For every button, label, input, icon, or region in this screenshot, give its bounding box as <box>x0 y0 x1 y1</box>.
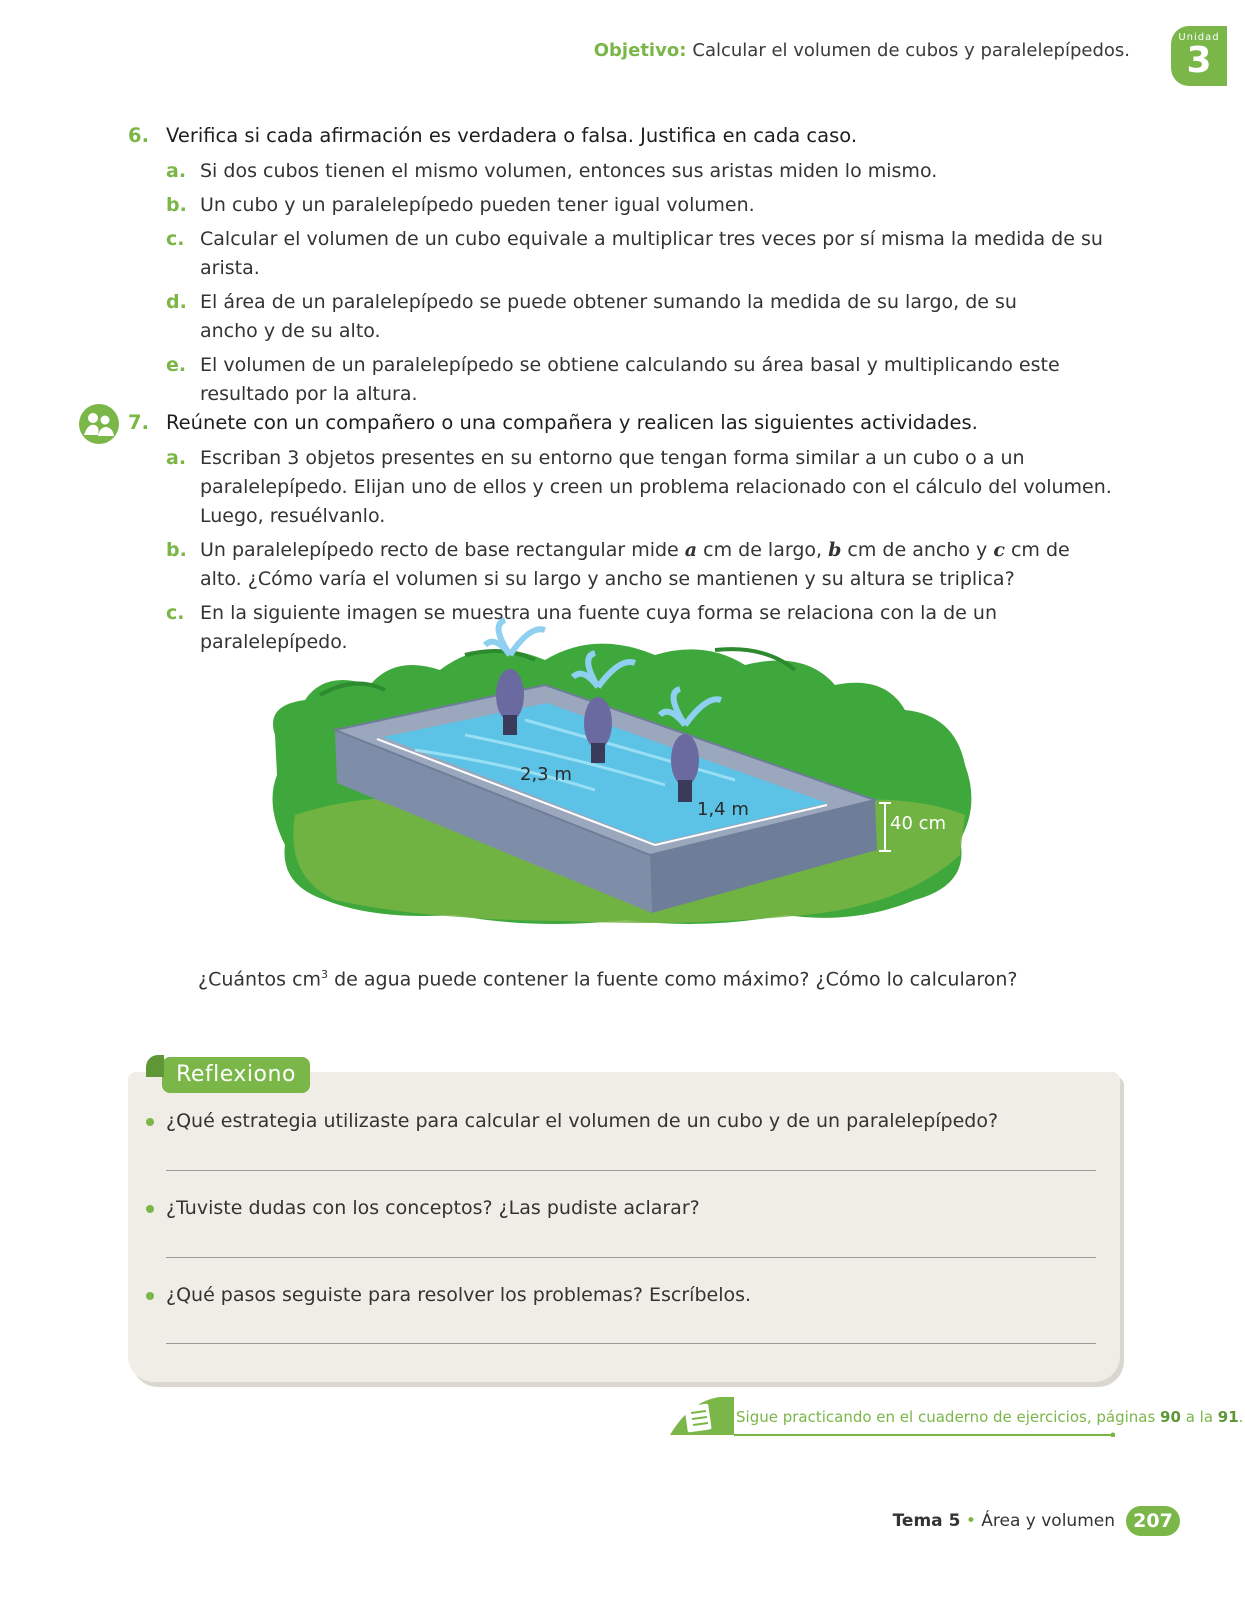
exercise-6-number: 6. <box>128 124 149 147</box>
item-letter: e. <box>166 354 187 376</box>
practice-text-part: . <box>1238 1408 1244 1426</box>
item-text: El área de un paralelepípedo se puede obtener sumando la medida de su largo, de su ancho y de su alto. <box>200 291 1017 342</box>
variable-a: a <box>684 539 698 561</box>
list-item <box>166 157 1138 186</box>
answer-line[interactable] <box>166 1257 1096 1258</box>
item-text: Si dos cubos tienen el mismo volumen, entonces sus aristas miden lo mismo. <box>200 160 938 182</box>
footer-subject: Área y volumen <box>981 1511 1115 1531</box>
practice-page-from: 90 <box>1160 1408 1181 1426</box>
reflect-question <box>146 1284 751 1306</box>
reflect-question <box>146 1197 700 1219</box>
list-item <box>166 191 1138 220</box>
reflect-question-text: ¿Qué estrategia utilizaste para calcular el volumen de un cubo y de un paralelepípedo? <box>166 1110 999 1132</box>
reflect-title: Reflexiono <box>162 1057 310 1093</box>
item-letter: d. <box>166 291 187 313</box>
variable-c: c <box>993 539 1005 561</box>
exercise-7-number: 7. <box>128 411 149 434</box>
reflect-question <box>146 1110 998 1132</box>
practice-text-part: Sigue practicando en el cuaderno de ejercicios, páginas <box>736 1408 1161 1426</box>
list-item <box>166 351 1138 409</box>
footer-topic-number: Tema 5 <box>892 1511 961 1531</box>
objective-label: Objetivo: <box>593 40 687 61</box>
volume-question <box>198 968 1018 990</box>
item-text: Calcular el volumen de un cubo equivale a multiplicar tres veces por sí misma la medida de su arista. <box>200 228 1103 279</box>
item-text: Un cubo y un paralelepípedo pueden tener igual volumen. <box>200 194 755 216</box>
question-superscript: 3 <box>321 968 329 981</box>
list-item <box>166 444 1138 531</box>
answer-line[interactable] <box>166 1170 1096 1171</box>
exercise-7-title: Reúnete con un compañero o una compañera y realicen las siguientes actividades. <box>166 411 978 434</box>
footer-topic <box>893 1511 1115 1531</box>
practice-page-to: 91 <box>1217 1408 1239 1426</box>
bullet-icon <box>146 1205 154 1213</box>
item-letter: a. <box>166 447 187 469</box>
item-letter: c. <box>166 602 185 624</box>
bullet-icon <box>146 1118 154 1126</box>
notebook-icon <box>684 1403 711 1432</box>
length-label: 2,3 m <box>520 764 572 785</box>
item-letter: c. <box>166 228 185 250</box>
exercise-7-heading <box>128 411 1138 434</box>
exercise-6-heading <box>128 124 1138 147</box>
fountain-illustration <box>265 615 980 930</box>
item-text: cm de largo, <box>697 539 829 561</box>
footer-separator: • <box>965 1511 976 1531</box>
exercise-6-items <box>166 157 1138 409</box>
exercise-6-title: Verifica si cada afirmación es verdadera o falsa. Justifica en cada caso. <box>166 124 858 147</box>
question-text: ¿Cuántos cm <box>198 968 322 991</box>
answer-line[interactable] <box>166 1343 1096 1344</box>
page-number: 207 <box>1126 1506 1180 1536</box>
list-item <box>166 225 1138 283</box>
practice-text <box>736 1408 1243 1426</box>
bullet-icon <box>146 1292 154 1300</box>
item-letter: a. <box>166 160 187 182</box>
list-item <box>166 536 1138 594</box>
unit-tab <box>1171 26 1227 86</box>
reflect-question-text: ¿Qué pasos seguiste para resolver los problemas? Escríbelos. <box>166 1284 752 1306</box>
item-text: El volumen de un paralelepípedo se obtiene calculando su área basal y multiplicando este resultado por la altura. <box>200 354 1060 405</box>
width-label: 1,4 m <box>697 799 749 820</box>
item-letter: b. <box>166 194 187 216</box>
item-letter: b. <box>166 539 187 561</box>
item-text: cm de ancho y <box>841 539 994 561</box>
question-text: de agua puede contener la fuente como máximo? ¿Cómo lo calcularon? <box>328 968 1018 991</box>
objective-text: Calcular el volumen de cubos y paralelepípedos. <box>692 40 1130 61</box>
practice-text-part: a la <box>1180 1408 1218 1426</box>
item-text: En la siguiente imagen se muestra una fuente cuya forma se relaciona con la de un paralelepípedo. <box>200 602 997 653</box>
exercise-6 <box>128 124 1138 414</box>
item-text: Escriban 3 objetos presentes en su entorno que tengan forma similar a un cubo o a un paralelepípedo. Elijan uno de ellos y creen un problema relacionado con el cálculo del volumen. Luego, resuélvanlo. <box>200 447 1112 527</box>
item-text: cm de alto. ¿Cómo varía el volumen si su largo y ancho se mantienen y su altura se triplica? <box>200 539 1070 590</box>
variable-b: b <box>828 539 842 561</box>
objective-line <box>594 40 1130 61</box>
list-item <box>166 288 1138 346</box>
unit-number: 3 <box>1186 40 1212 81</box>
item-text: Un paralelepípedo recto de base rectangular mide <box>200 539 685 561</box>
unit-label: Unidad <box>1178 32 1220 43</box>
group-work-icon <box>78 403 120 445</box>
height-label: 40 cm <box>890 813 947 834</box>
reflect-question-text: ¿Tuviste dudas con los conceptos? ¿Las pudiste aclarar? <box>166 1197 700 1219</box>
